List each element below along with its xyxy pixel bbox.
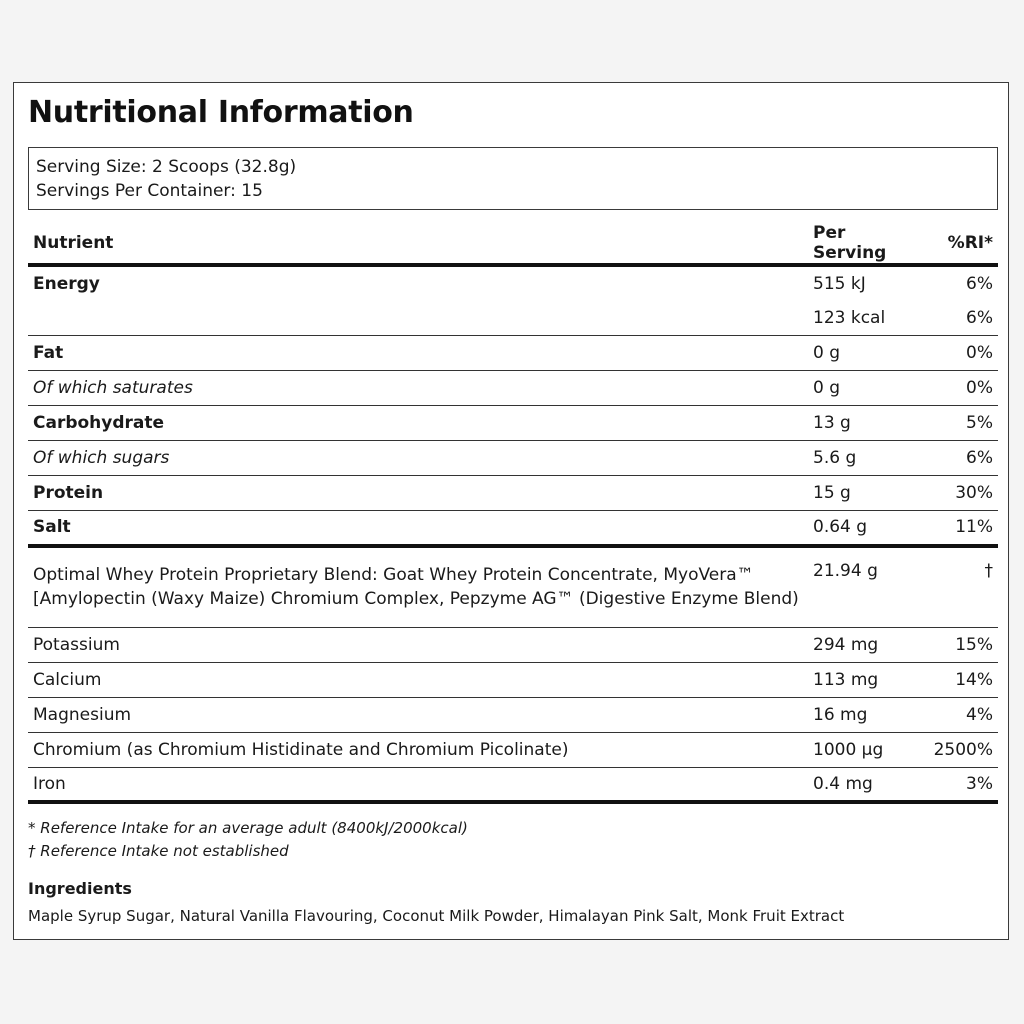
nutrient-value: 21.94 g: [813, 560, 878, 581]
footnotes: [28, 817, 468, 863]
header-per-serving: Per Serving: [813, 223, 887, 263]
nutrient-ri: †: [984, 560, 993, 581]
table-row-magnesium: [28, 697, 998, 732]
table-row-salt: [28, 511, 998, 546]
page-title: Nutritional Information: [28, 95, 414, 130]
nutrient-value: 0.4 mg: [813, 773, 873, 794]
nutrient-ri: 30%: [955, 483, 993, 503]
nutrient-value: 13 g: [813, 413, 851, 433]
nutrient-value: 1000 µg: [813, 739, 884, 760]
table-header-row: [28, 223, 998, 265]
nutrient-ri: 14%: [955, 669, 993, 690]
nutrient-value: 294 mg: [813, 634, 879, 655]
nutrient-name: Calcium: [33, 669, 102, 690]
nutrient-name: Carbohydrate: [33, 413, 165, 433]
nutrition-panel: [13, 82, 1009, 940]
ingredients-list: Maple Syrup Sugar, Natural Vanilla Flavouring, Coconut Milk Powder, Himalayan Pink Salt, Monk Fruit Extract: [28, 907, 845, 925]
table-row-energy-kj: [28, 265, 998, 301]
nutrient-ri: 6%: [966, 274, 993, 294]
nutrient-name: Energy: [33, 274, 100, 294]
servings-per-container: Servings Per Container: 15: [36, 181, 263, 201]
blend-line-1: Optimal Whey Protein Proprietary Blend: Goat Whey Protein Concentrate, MyoVera™: [33, 565, 754, 585]
nutrient-value: 0 g: [813, 378, 841, 398]
table-row-carbohydrate: [28, 406, 998, 441]
nutrient-name: Magnesium: [33, 704, 132, 725]
nutrient-name: [28, 546, 808, 628]
table-row-protein-blend: [28, 546, 998, 628]
nutrient-name: Protein: [33, 483, 104, 503]
nutrient-value: 515 kJ: [813, 274, 866, 294]
nutrient-ri: 4%: [966, 704, 993, 725]
nutrient-value: 0.64 g: [813, 517, 868, 538]
nutrient-name: Salt: [33, 517, 71, 538]
nutrient-name: Of which saturates: [33, 378, 193, 398]
header-nutrient: Nutrient: [33, 233, 114, 253]
serving-info-box: [28, 147, 998, 210]
nutrition-table: [28, 223, 998, 804]
nutrient-ri: 5%: [966, 413, 993, 433]
serving-size: Serving Size: 2 Scoops (32.8g): [36, 157, 297, 177]
table-row-fat: [28, 336, 998, 371]
table-row-calcium: [28, 662, 998, 697]
nutrient-name: Iron: [33, 773, 66, 794]
table-row-saturates: [28, 371, 998, 406]
nutrient-value: 16 mg: [813, 704, 868, 725]
ingredients-title: Ingredients: [28, 879, 132, 898]
nutrient-name: Fat: [33, 343, 64, 363]
nutrient-value: 113 mg: [813, 669, 879, 690]
nutrient-ri: 3%: [966, 773, 993, 794]
table-row-energy-kcal: [28, 301, 998, 336]
nutrient-ri: 6%: [966, 308, 993, 328]
table-row-iron: [28, 767, 998, 802]
table-row-potassium: [28, 627, 998, 662]
nutrient-ri: 0%: [966, 343, 993, 363]
footnote-ri: * Reference Intake for an average adult (8400kJ/2000kcal): [28, 819, 468, 837]
header-ri: %RI*: [947, 233, 993, 253]
table-row-sugars: [28, 441, 998, 476]
footnote-dagger: † Reference Intake not established: [28, 842, 289, 860]
nutrient-name: [28, 301, 808, 336]
nutrient-name: Potassium: [33, 634, 120, 655]
nutrient-ri: 11%: [955, 517, 993, 538]
nutrient-ri: 2500%: [933, 739, 993, 760]
nutrient-value: 5.6 g: [813, 448, 857, 468]
nutrient-name: Chromium (as Chromium Histidinate and Chromium Picolinate): [33, 739, 569, 760]
table-row-protein: [28, 476, 998, 511]
nutrient-ri: 6%: [966, 448, 993, 468]
nutrient-name: Of which sugars: [33, 448, 170, 468]
nutrient-ri: 0%: [966, 378, 993, 398]
nutrient-value: 0 g: [813, 343, 841, 363]
nutrient-value: 123 kcal: [813, 308, 886, 328]
nutrient-value: 15 g: [813, 483, 851, 503]
nutrient-ri: 15%: [955, 634, 993, 655]
blend-line-2: [Amylopectin (Waxy Maize) Chromium Complex, Pepzyme AG™ (Digestive Enzyme Blend): [33, 589, 799, 609]
table-row-chromium: [28, 732, 998, 767]
